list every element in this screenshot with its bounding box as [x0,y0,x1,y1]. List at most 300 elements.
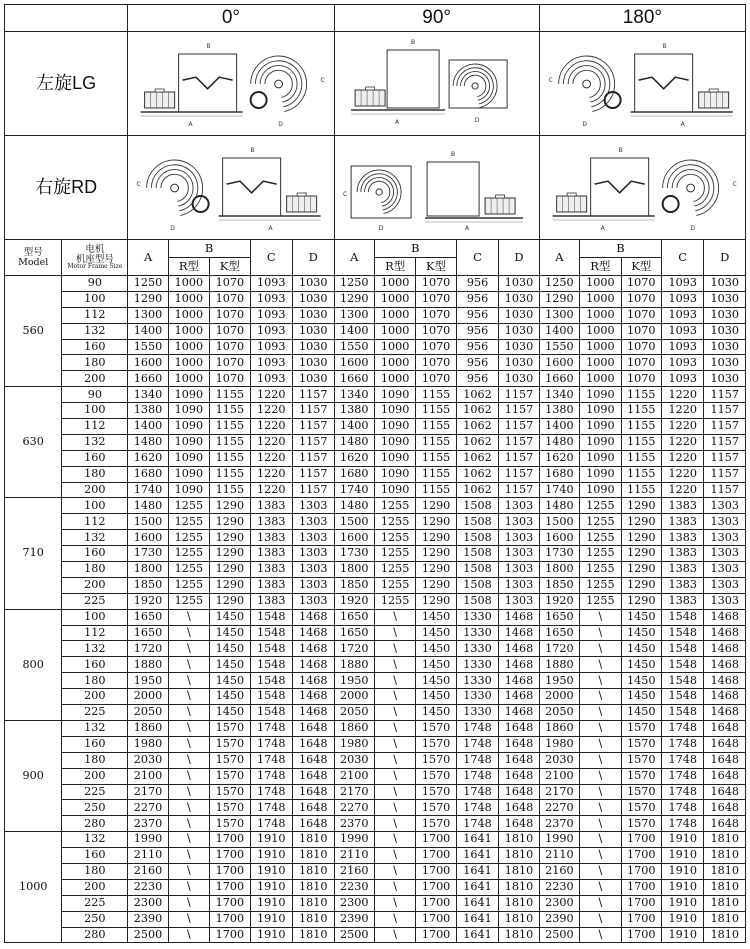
dimension-label-b: B [410,39,415,46]
value-cell: 1157 [293,434,334,450]
dimension-label-c: C [320,77,326,84]
value-cell: 1990 [334,832,374,848]
value-cell: 1480 [128,498,168,514]
dimension-label-d: D [690,225,695,232]
value-cell: 1155 [210,450,250,466]
value-cell: \ [168,720,209,736]
value-cell: 1090 [168,482,209,498]
value-cell: 1000 [168,339,209,355]
value-cell: 1255 [374,546,415,562]
value-cell: \ [168,673,209,689]
value-cell: 1062 [456,419,499,435]
motor-frame-cell: 100 [62,403,128,419]
hub [686,184,694,192]
value-cell: 1157 [499,434,539,450]
value-cell: 956 [456,371,499,387]
value-cell: 1383 [250,546,293,562]
value-cell: 1000 [168,323,209,339]
value-cell: 1030 [293,323,334,339]
value-cell: 1157 [704,466,746,482]
value-cell: 1157 [499,482,539,498]
dimension-label-c: C [342,191,347,198]
value-cell: 1220 [250,403,293,419]
value-cell: 1450 [621,641,661,657]
value-cell: 1508 [456,514,499,530]
motor-frame-cell: 225 [62,705,128,721]
value-cell: 1450 [416,673,456,689]
value-cell: 1400 [128,323,168,339]
value-cell: 1480 [539,434,579,450]
value-cell: 1860 [334,720,374,736]
value-cell: 1570 [210,752,250,768]
value-cell: \ [168,816,209,832]
value-cell: 1303 [499,530,539,546]
value-cell: 1070 [621,371,661,387]
table-row [5,434,746,450]
value-cell: 1700 [210,927,250,943]
value-cell: 1303 [499,577,539,593]
value-cell: 1500 [334,514,374,530]
value-cell: 956 [456,291,499,307]
col-br-90: R型 [374,258,415,276]
motor-frame-cell: 132 [62,530,128,546]
value-cell: \ [374,879,415,895]
dimension-label-d: D [378,225,383,232]
value-cell: 1383 [661,514,704,530]
value-cell: 1290 [621,530,661,546]
value-cell: 2110 [539,848,579,864]
value-cell: 1700 [416,927,456,943]
value-cell: 1250 [128,276,168,292]
dimension-label-d: D [278,121,284,128]
value-cell: 1157 [704,387,746,403]
value-cell: 1810 [704,832,746,848]
value-cell: 1070 [210,355,250,371]
value-cell: 1030 [293,371,334,387]
value-cell: 1155 [416,466,456,482]
value-cell: 1450 [621,625,661,641]
value-cell: 1157 [293,403,334,419]
motor-frame-cell: 180 [62,752,128,768]
value-cell: 1648 [293,768,334,784]
table-row [5,927,746,943]
value-cell: \ [168,863,209,879]
motor-frame-cell: 100 [62,498,128,514]
value-cell: 2050 [128,705,168,721]
motor-frame-cell: 132 [62,720,128,736]
scroll-arc [460,71,489,100]
value-cell: 1641 [456,927,499,943]
value-cell: 1000 [168,355,209,371]
scroll-arc [360,174,397,210]
value-cell: 1548 [661,673,704,689]
value-cell: 1093 [661,371,704,387]
value-cell: 1810 [499,848,539,864]
table-row [5,911,746,927]
value-cell: 1720 [539,641,579,657]
value-cell: 1090 [168,419,209,435]
value-cell: 1648 [704,784,746,800]
value-cell: \ [168,879,209,895]
value-cell: 1155 [416,419,456,435]
value-cell: 1157 [293,387,334,403]
value-cell: 2000 [334,689,374,705]
value-cell: 1648 [499,768,539,784]
value-cell: 1220 [250,450,293,466]
value-cell: 2000 [128,689,168,705]
value-cell: 1303 [499,593,539,609]
value-cell: 1641 [456,848,499,864]
value-cell: 1810 [293,927,334,943]
value-cell: 1600 [539,530,579,546]
dimension-label-b: B [250,147,255,154]
dimension-label-a: A [394,119,399,126]
value-cell: 1648 [704,720,746,736]
motor-frame-cell: 180 [62,863,128,879]
value-cell: 1468 [293,673,334,689]
value-cell: 1748 [456,800,499,816]
value-cell: 1093 [661,291,704,307]
table-body [5,276,746,943]
dimension-label-a: A [268,225,273,232]
value-cell: 1748 [456,736,499,752]
value-cell: 1070 [210,323,250,339]
table-row [5,482,746,498]
dimension-label-c: C [548,77,553,84]
value-cell: 1480 [334,434,374,450]
value-cell: 1880 [128,657,168,673]
value-cell: 1910 [250,911,293,927]
value-cell: 1255 [168,562,209,578]
value-cell: \ [168,800,209,816]
value-cell: 1748 [661,768,704,784]
value-cell: 1255 [580,546,621,562]
value-cell: 2230 [128,879,168,895]
value-cell: 1950 [539,673,579,689]
fan-housing [387,50,439,108]
value-cell: 1255 [168,498,209,514]
model-cell: 560 [5,276,62,387]
motor-frame-cell: 160 [62,339,128,355]
value-cell: \ [374,848,415,864]
value-cell: 1000 [374,339,415,355]
value-cell: 1303 [499,546,539,562]
col-d-90: D [499,240,539,276]
col-bk-90: K型 [416,258,456,276]
value-cell: \ [580,784,621,800]
value-cell: 1070 [210,291,250,307]
hub [582,80,590,88]
value-cell: 1255 [374,562,415,578]
value-cell: 1648 [293,784,334,800]
value-cell: 1650 [539,625,579,641]
motor-frame-cell: 160 [62,546,128,562]
value-cell: 1700 [210,895,250,911]
value-cell: 1255 [374,577,415,593]
value-cell: \ [374,736,415,752]
value-cell: 1740 [539,482,579,498]
value-cell: 1748 [661,784,704,800]
dimension-label-d: D [170,225,176,232]
model-header [5,240,62,276]
model-header-en: Model [18,256,49,268]
motor-frame-cell: 180 [62,355,128,371]
value-cell: 1468 [704,657,746,673]
value-cell: \ [168,689,209,705]
table-row [5,593,746,609]
value-cell: 1330 [456,609,499,625]
value-cell: 2390 [334,911,374,927]
value-cell: 1380 [539,403,579,419]
value-cell: 1070 [621,339,661,355]
fan-drawing-lg180 [540,32,745,135]
value-cell: 1700 [621,879,661,895]
dimension-table [4,4,746,943]
col-c-0: C [250,240,293,276]
value-cell: \ [168,895,209,911]
value-cell: 1450 [210,689,250,705]
value-cell: 1290 [210,577,250,593]
value-cell: 1730 [539,546,579,562]
value-cell: 1508 [456,530,499,546]
value-cell: 1810 [293,832,334,848]
value-cell: \ [580,927,621,943]
value-cell: 1468 [293,641,334,657]
value-cell: 2270 [539,800,579,816]
value-cell: 1380 [128,403,168,419]
value-cell: 2160 [128,863,168,879]
value-cell: 1330 [456,625,499,641]
value-cell: 1468 [293,625,334,641]
col-d-180: D [704,240,746,276]
value-cell: 1155 [621,434,661,450]
value-cell: \ [580,625,621,641]
value-cell: 1648 [499,816,539,832]
value-cell: 1090 [374,482,415,498]
value-cell: 1255 [168,593,209,609]
value-cell: 1680 [539,466,579,482]
value-cell: 1800 [128,562,168,578]
value-cell: 1810 [704,863,746,879]
fan-housing [427,162,479,216]
value-cell: 1220 [661,434,704,450]
value-cell: 1157 [293,419,334,435]
col-br-180: R型 [580,258,621,276]
value-cell: 1000 [580,323,621,339]
value-cell: 1330 [456,689,499,705]
fan-housing [590,158,648,216]
value-cell: 1290 [416,498,456,514]
value-cell: 1748 [250,736,293,752]
value-cell: 1383 [250,514,293,530]
casing-frame [449,60,507,108]
value-cell: \ [168,609,209,625]
table-row [5,530,746,546]
col-d-0: D [293,240,334,276]
value-cell: 1000 [374,307,415,323]
impeller-profile [183,77,233,89]
col-a-180: A [539,240,579,276]
table-row [5,848,746,864]
value-cell: 1303 [293,577,334,593]
motor-header-en: Motor Frame Size [67,263,123,271]
value-cell: 1810 [499,832,539,848]
value-cell: 1720 [128,641,168,657]
fan-housing [634,54,692,112]
value-cell: 1570 [210,784,250,800]
value-cell: 1400 [539,323,579,339]
value-cell: 1220 [250,387,293,403]
value-cell: 1155 [416,387,456,403]
scroll-arc [265,70,292,97]
value-cell: 1062 [456,387,499,403]
value-cell: 1070 [416,323,456,339]
value-cell: 1303 [293,562,334,578]
value-cell: 1000 [168,371,209,387]
motor-body [698,92,728,108]
value-cell: 1910 [661,895,704,911]
value-cell: 1090 [580,419,621,435]
value-cell: 1550 [334,339,374,355]
value-cell: 1220 [250,482,293,498]
value-cell: \ [168,736,209,752]
value-cell: 1880 [539,657,579,673]
motor-terminal-box [297,193,306,196]
table-row [5,832,746,848]
table-row [5,466,746,482]
value-cell: 1810 [293,911,334,927]
value-cell: 1290 [621,498,661,514]
dimension-label-b: B [662,43,667,50]
value-cell: 1660 [334,371,374,387]
value-cell: 1220 [250,466,293,482]
value-cell: 1303 [704,593,746,609]
scroll-arc [568,66,605,103]
value-cell: 2270 [334,800,374,816]
value-cell: 1000 [580,355,621,371]
value-cell: 1700 [416,863,456,879]
value-cell: 1990 [128,832,168,848]
motor-frame-cell: 160 [62,657,128,673]
value-cell: 1748 [250,816,293,832]
impeller-profile [227,181,277,193]
value-cell: \ [580,641,621,657]
value-cell: 1400 [334,419,374,435]
scroll-arc [453,64,497,108]
value-cell: 1700 [210,879,250,895]
motor-frame-cell: 250 [62,911,128,927]
value-cell: 1062 [456,403,499,419]
value-cell: 1290 [621,514,661,530]
value-cell: 1810 [704,879,746,895]
value-cell: 2270 [128,800,168,816]
value-cell: 1070 [621,276,661,292]
motor-frame-cell: 132 [62,434,128,450]
table-row [5,736,746,752]
value-cell: 2050 [334,705,374,721]
value-cell: 2370 [539,816,579,832]
value-cell: 1155 [210,419,250,435]
value-cell: 1000 [580,339,621,355]
value-cell: 2030 [334,752,374,768]
value-cell: 1810 [499,911,539,927]
value-cell: 1157 [704,450,746,466]
motor-terminal-box [495,195,504,198]
value-cell: 1290 [416,530,456,546]
value-cell: 1070 [416,355,456,371]
motor-frame-cell: 132 [62,832,128,848]
value-cell: 1383 [250,498,293,514]
value-cell: 1570 [210,736,250,752]
value-cell: 1093 [250,323,293,339]
value-cell: 1155 [621,466,661,482]
table-row [5,339,746,355]
scroll-arc [161,174,188,201]
value-cell: \ [580,673,621,689]
value-cell: 1550 [128,339,168,355]
value-cell: 1220 [661,403,704,419]
motor-frame-cell: 180 [62,562,128,578]
value-cell: 1570 [416,752,456,768]
table-row [5,498,746,514]
value-cell: 1290 [210,562,250,578]
value-cell: 1620 [539,450,579,466]
value-cell: 1340 [334,387,374,403]
value-cell: 1290 [621,577,661,593]
value-cell: 2030 [128,752,168,768]
value-cell: 1920 [539,593,579,609]
value-cell: 2170 [539,784,579,800]
motor-terminal-box [709,89,718,92]
value-cell: 1090 [580,387,621,403]
value-cell: 1090 [580,434,621,450]
motor-frame-cell: 200 [62,482,128,498]
model-cell: 1000 [5,832,62,943]
value-cell: 1093 [250,355,293,371]
value-cell: 1910 [250,863,293,879]
value-cell: 1000 [168,276,209,292]
value-cell: 1290 [416,577,456,593]
value-cell: 1383 [250,593,293,609]
value-cell: 1450 [210,641,250,657]
table-row [5,291,746,307]
model-header-zh: 型号 [23,246,43,258]
value-cell: 1910 [661,879,704,895]
value-cell: 1155 [621,387,661,403]
value-cell: 1255 [580,593,621,609]
motor-terminal-box [567,193,576,196]
value-cell: 1030 [704,307,746,323]
value-cell: 2160 [539,863,579,879]
value-cell: 1250 [334,276,374,292]
scroll-casing [662,160,718,215]
motor-frame-cell: 250 [62,800,128,816]
motor-body [485,198,515,214]
value-cell: 1648 [704,752,746,768]
motor-frame-cell: 160 [62,450,128,466]
value-cell: \ [374,689,415,705]
value-cell: 1093 [661,323,704,339]
value-cell: 1000 [374,323,415,339]
value-cell: 1030 [704,371,746,387]
table-row [5,863,746,879]
value-cell: 1570 [621,768,661,784]
value-cell: 1648 [704,816,746,832]
value-cell: 1383 [250,562,293,578]
value-cell: 1700 [621,927,661,943]
value-cell: 2230 [334,879,374,895]
table-row [5,895,746,911]
